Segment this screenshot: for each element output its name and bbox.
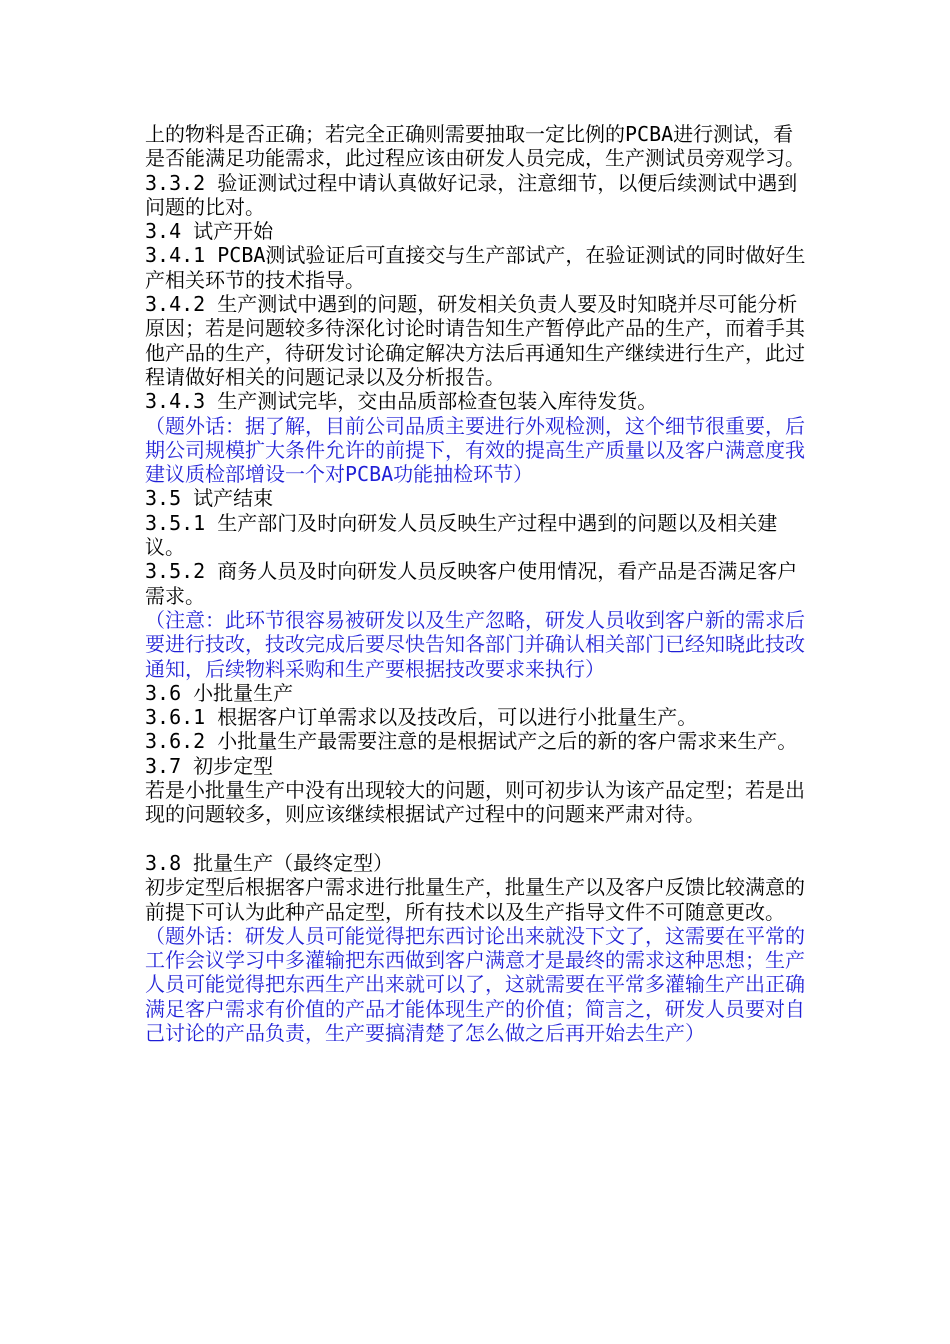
paragraph-materials-check: 上的物料是否正确；若完全正确则需要抽取一定比例的PCBA进行测试，看是否能满足功能需求，此过程应该由研发人员完成，生产测试员旁观学习。 [145,122,805,171]
heading-3-5: 3.5 试产结束 [145,486,274,511]
heading-3-4: 3.4 试产开始 [145,219,274,244]
note-mindset: （题外话：研发人员可能觉得把东西讨论出来就没下文了，这需要在平常的工作会议学习中多灌输把东西做到客户满意才是最终的需求这种思想；生产人员可能觉得把东西生产出来就可以了，这就需要在平常多灌输生产出正确满足客户需求有价值的产品才能体现生产的价值；简言之，研发人员要对自己讨论的产品负责，生产要搞清楚了怎么做之后再开始去生产） [145,923,805,1045]
paragraph-3-6-2: 3.6.2 小批量生产最需要注意的是根据试产之后的新的客户需求来生产。 [145,729,798,754]
paragraph-3-4-1: 3.4.1 PCBA测试验证后可直接交与生产部试产，在验证测试的同时做好生产相关环节的技术指导。 [145,243,806,292]
paragraph-3-5-1: 3.5.1 生产部门及时向研发人员反映生产过程中遇到的问题以及相关建议。 [145,510,778,560]
note-tech-change: （注意：此环节很容易被研发以及生产忽略，研发人员收到客户新的需求后要进行技改，技改完成后要尽快告知各部门并确认相关部门已经知晓此技改通知，后续物料采购和生产要根据技改要求来执行） [145,607,805,681]
paragraph-3-4-2: 3.4.2 生产测试中遇到的问题，研发相关负责人要及时知晓并尽可能分析原因；若是问题较多待深化讨论时请告知生产暂停此产品的生产，而着手其他产品的生产，待研发讨论确定解决方法后再通知生产继续进行生产，此过程请做好相关的问题记录以及分析报告。 [145,292,805,389]
heading-3-6: 3.6 小批量生产 [145,680,294,705]
blank-line [145,827,810,851]
document-body [145,122,810,1045]
paragraph-3-4-3: 3.4.3 生产测试完毕，交由品质部检查包装入库待发货。 [145,389,658,414]
paragraph-3-3-2: 3.3.2 验证测试过程中请认真做好记录，注意细节，以便后续测试中遇到问题的比对。 [145,170,798,219]
heading-3-7: 3.7 初步定型 [145,753,274,778]
paragraph-3-7-body: 若是小批量生产中没有出现较大的问题，则可初步认为该产品定型；若是出现的问题较多，则应该继续根据试产过程中的问题来严肃对待。 [145,778,805,827]
heading-3-8: 3.8 批量生产（最终定型） [145,850,394,875]
paragraph-3-5-2: 3.5.2 商务人员及时向研发人员反映客户使用情况，看产品是否满足客户需求。 [145,559,798,608]
paragraph-3-8-body: 初步定型后根据客户需求进行批量生产，批量生产以及客户反馈比较满意的前提下可认为此种产品定型，所有技术以及生产指导文件不可随意更改。 [145,875,805,924]
note-quality-check: （题外话：据了解，目前公司品质主要进行外观检测，这个细节很重要，后期公司规模扩大条件允许的前提下，有效的提高生产质量以及客户满意度我建议质检部增设一个对PCBA功能抽检环节） [145,413,805,487]
paragraph-3-6-1: 3.6.1 根据客户订单需求以及技改后，可以进行小批量生产。 [145,705,698,730]
